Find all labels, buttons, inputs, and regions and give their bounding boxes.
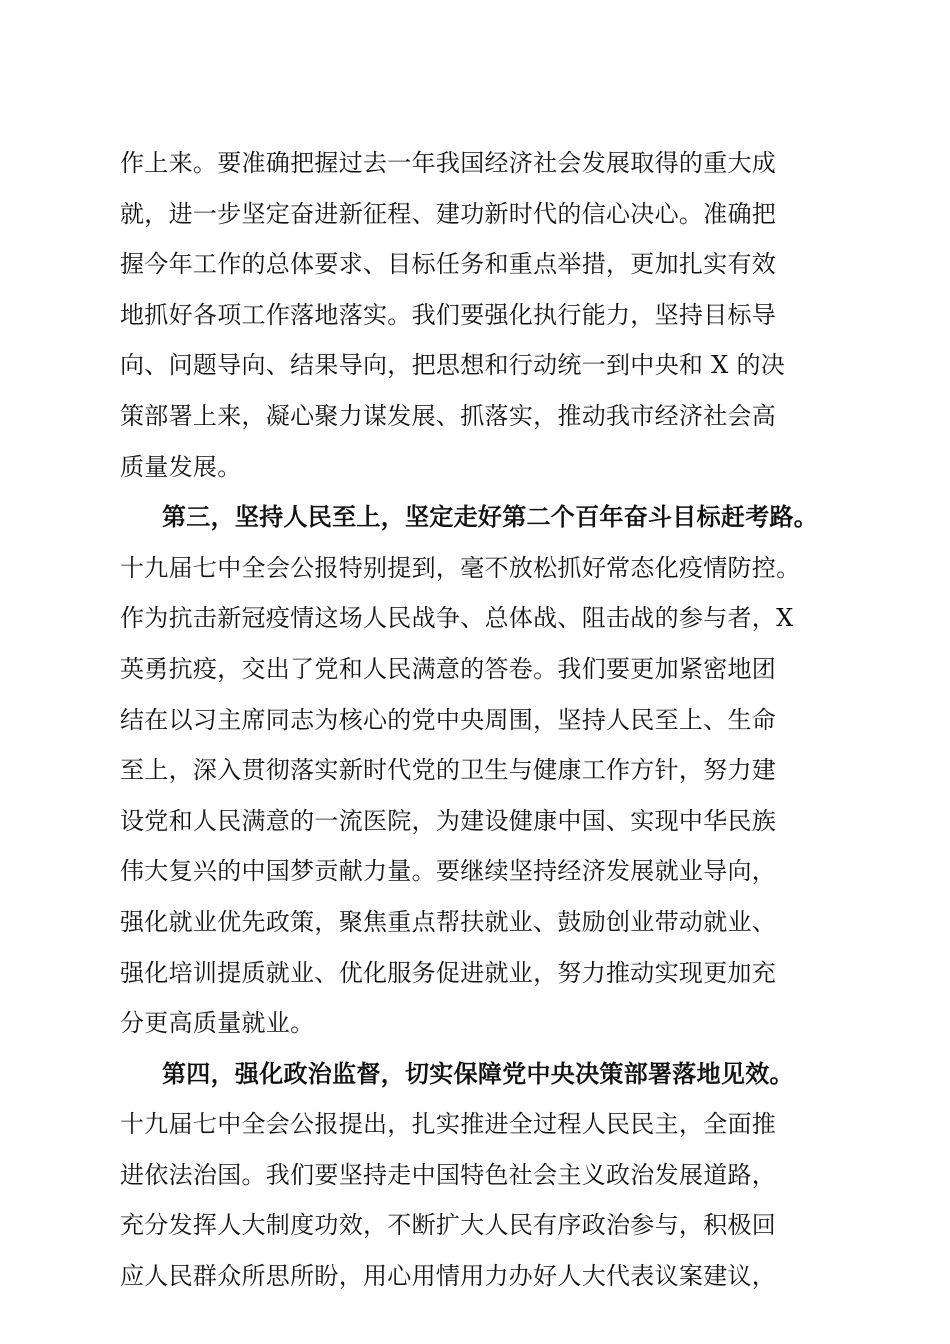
body-text-line: 进依法治国。我们要坚持走中国特色社会主义政治发展道路， bbox=[120, 1160, 777, 1189]
body-text-line: 策部署上来，凝心聚力谋发展、抓落实，推动我市经济社会高 bbox=[120, 401, 777, 430]
document-body bbox=[120, 138, 832, 1302]
body-text-line: 地抓好各项工作落地落实。我们要强化执行能力，坚持目标导 bbox=[120, 300, 777, 329]
body-text-line: 握今年工作的总体要求、目标任务和重点举措，更加扎实有效 bbox=[120, 250, 777, 279]
body-text-line: 就，进一步坚定奋进新征程、建功新时代的信心决心。准确把 bbox=[120, 199, 777, 228]
body-text-line: 向、问题导向、结果导向，把思想和行动统一到中央和 X 的决 bbox=[120, 351, 786, 380]
body-text-line: 伟大复兴的中国梦贡献力量。要继续坚持经济发展就业导向， bbox=[120, 857, 777, 886]
body-text-line: 十九届七中全会公报提出，扎实推进全过程人民民主，全面推 bbox=[120, 1110, 777, 1139]
body-text-line: 强化培训提质就业、优化服务促进就业，努力推动实现更加充 bbox=[120, 958, 777, 987]
section-heading-line: 第三，坚持人民至上，坚定走好第二个百年奋斗目标赶考路。 bbox=[162, 502, 819, 532]
body-text-line: 作为抗击新冠疫情这场人民战争、总体战、阻击战的参与者，X bbox=[120, 604, 794, 633]
body-text-line: 应人民群众所思所盼，用心用情用力办好人大代表议案建议， bbox=[120, 1262, 777, 1291]
body-text-line: 强化就业优先政策，聚焦重点帮扶就业、鼓励创业带动就业、 bbox=[120, 907, 777, 936]
body-text-line: 充分发挥人大制度功效，不断扩大人民有序政治参与，积极回 bbox=[120, 1211, 777, 1240]
body-text-line: 设党和人民满意的一流医院，为建设健康中国、实现中华民族 bbox=[120, 806, 777, 835]
body-text-line: 英勇抗疫，交出了党和人民满意的答卷。我们要更加紧密地团 bbox=[120, 654, 777, 683]
section-heading-line: 第四，强化政治监督，切实保障党中央决策部署落地见效。 bbox=[162, 1058, 794, 1088]
body-text-line: 结在以习主席同志为核心的党中央周围，坚持人民至上、生命 bbox=[120, 705, 777, 734]
body-text-line: 十九届七中全会公报特别提到，毫不放松抓好常态化疫情防控。 bbox=[120, 553, 801, 582]
body-text-line: 作上来。要准确把握过去一年我国经济社会发展取得的重大成 bbox=[120, 149, 777, 177]
body-text-line: 分更高质量就业。 bbox=[120, 1009, 315, 1038]
body-text-line: 质量发展。 bbox=[120, 452, 242, 481]
body-text-line: 至上，深入贯彻落实新时代党的卫生与健康工作方针，努力建 bbox=[120, 756, 777, 785]
